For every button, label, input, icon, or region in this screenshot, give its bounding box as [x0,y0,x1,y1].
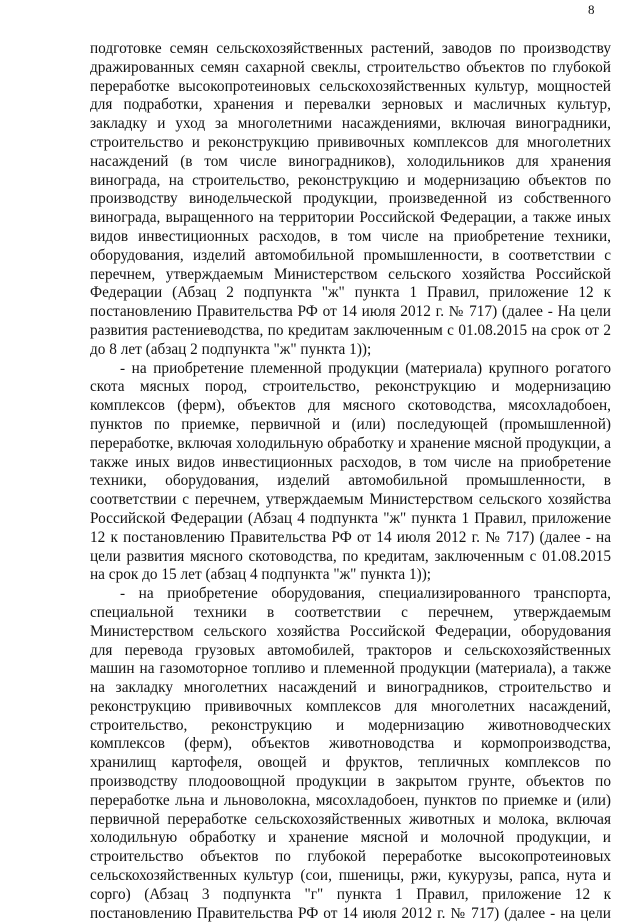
paragraph-1 [90,40,611,360]
text-line: винограда, выращенного на территории Российской Федерации, а также иных [90,209,611,227]
text-line: холодильную обработку и хранение мясной и молочной продукции, и [90,829,611,847]
text-line: подготовке семян сельскохозяйственных растений, заводов по производству [90,40,611,57]
text-line: специальной техники в соответствии с перечнем, утверждаемым [90,603,611,621]
text-line: 12 к постановлению Правительства РФ от 14 июля 2012 г. № 717) (далее - на [90,528,611,546]
page-number: 8 [588,2,595,17]
text-line: - на приобретение племенной продукции (материала) крупного рогатого [120,359,611,377]
text-line: перечнем, утверждаемым Министерством сельского хозяйства Российской [90,265,611,283]
text-line: закладку и уход за многолетними насаждениями, включая виноградники, [90,115,611,133]
text-line: сорго) (Абзац 3 подпункта "г" пункта 1 Правил, приложение 12 к [90,885,611,903]
text-line: соответствии с перечнем, утверждаемым Министерством сельского хозяйства [90,491,611,509]
text-line: производству плодоовощной продукции в закрытом грунте, объектов по [90,773,611,791]
text-line: реконструкцию прививочных комплексов для многолетних насаждений, [90,697,611,715]
text-line: дражированных семян сахарной свеклы, строительство объектов по глубокой [90,58,611,76]
text-line: - на приобретение оборудования, специализированного транспорта, [120,585,611,603]
paragraph-2 [90,360,611,586]
text-line: переработке высокопротеиновых сельскохозяйственных культур, мощностей [90,77,611,95]
text-line: на срок до 15 лет (абзац 4 подпункта "ж" пункта 1)); [90,566,432,584]
text-line: машин на газомоторное топливо и племенной продукции (материала), а также [90,660,611,678]
text-line: хранилищ картофеля, овощей и фруктов, тепличных комплексов по [90,754,611,772]
text-line: насаждений (в том числе виноградников), холодильников для хранения [90,152,611,170]
text-line: постановлению Правительства РФ от 14 июля 2012 г. № 717) (далее - на цели [90,904,611,922]
text-line: винограда, на строительство, реконструкцию и модернизацию объектов по [90,171,611,189]
text-line: до 8 лет (абзац 2 подпункта "ж" пункта 1)); [90,340,372,358]
paragraph-3 [90,585,611,923]
text-line: скота мясных пород, строительство, реконструкцию и модернизацию [90,378,611,396]
text-line: цели развития мясного скотоводства, по кредитам, заключенным с 01.08.2015 [90,547,611,565]
text-line: Федерации (Абзац 2 подпункта "ж" пункта 1 Правил, приложение 12 к [90,284,611,302]
text-line: оборудования, изделий автомобильной промышленности, в соответствии с [90,246,611,264]
text-line: переработке льна и льноволокна, мясохладобоен, пунктов по приемке и (или) [90,791,611,809]
text-line: комплексов (ферм), объектов животноводства и кормопроизводства, [90,735,611,753]
text-line: первичной переработке сельскохозяйственных животных и молока, включая [90,810,611,828]
text-line: также иных видов инвестиционных расходов, в том числе на приобретение [90,453,611,471]
text-line: сельскохозяйственных культур (сои, пшеницы, ржи, кукурузы, рапса, нута и [90,867,611,885]
text-line: Министерством сельского хозяйства Российской Федерации, оборудования [90,622,611,640]
document-body [90,40,611,923]
text-line: видов инвестиционных расходов, в том числе на приобретение техники, [90,227,611,245]
text-line: на закладку многолетних насаждений и виноградников, строительство и [90,679,611,697]
text-line: строительство объектов по глубокой переработке высокопротеиновых [90,848,611,866]
text-line: строительство, реконструкцию и модернизацию животноводческих [90,716,611,734]
text-line: техники, оборудования, изделий автомобильной промышленности, в [90,472,611,490]
text-line: производству винодельческой продукции, произведенной из собственного [90,190,611,208]
text-line: Российской Федерации (Абзац 4 подпункта "ж" пункта 1 Правил, приложение [90,509,611,527]
text-line: строительство и реконструкцию прививочных комплексов для многолетних [90,133,611,151]
text-line: переработке, включая холодильную обработку и хранение мясной продукции, а [90,434,611,452]
text-line: развития растениеводства, по кредитам заключенным с 01.08.2015 на срок от 2 [90,321,611,339]
text-line: комплексов (ферм), объектов для мясного скотоводства, мясохладобоен, [90,397,611,415]
text-line: пунктов по приемке, первичной и (или) последующей (промышленной) [90,415,611,433]
text-line: для перевода грузовых автомобилей, тракторов и сельскохозяйственных [90,641,611,659]
text-line: для подработки, хранения и перевалки зерновых и масличных культур, [90,96,611,114]
text-line: постановлению Правительства РФ от 14 июля 2012 г. № 717) (далее - На цели [90,303,611,321]
